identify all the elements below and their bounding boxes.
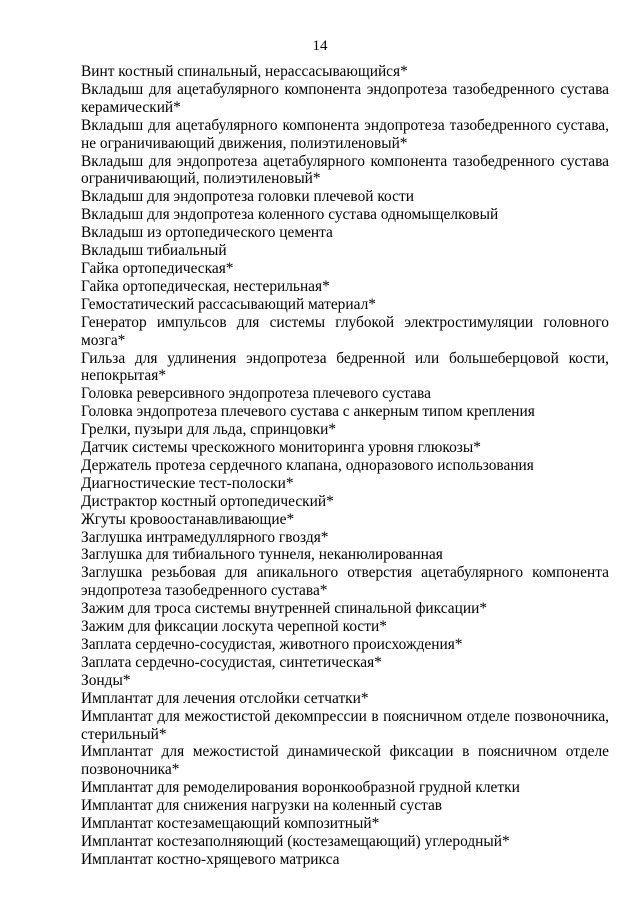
list-item: Зонды* (81, 671, 131, 689)
list-item: Диагностические тест-полоски* (81, 474, 294, 492)
list-item: Гемостатический рассасывающий материал* (81, 295, 376, 313)
list-item: Имплантат костно-хрящевого матрикса (81, 850, 340, 868)
list-item: Заглушка интрамедуллярного гвоздя* (81, 528, 329, 546)
list-item: Вкладыш для эндопротеза головки плечевой кости (81, 188, 414, 206)
list-item: Имплантат костезаполняющий (костезамещающий) углеродный* (81, 832, 510, 850)
list-item: Жгуты кровоостанавливающие* (81, 510, 295, 528)
list-item: Грелки, пузыри для льда, спринцовки* (81, 421, 337, 439)
list-item: Вкладыш для ацетабулярного компонента эндопротеза тазобедренного сустава керамический* (81, 80, 609, 116)
list-item: Вкладыш из ортопедического цемента (81, 224, 333, 242)
list-item: Вкладыш для эндопротеза ацетабулярного компонента тазобедренного сустава ограничивающий, полиэтиленовый* (81, 152, 609, 188)
list-item: Генератор импульсов для системы глубокой электростимуляции головного мозга* (81, 313, 609, 349)
list-item: Вкладыш для ацетабулярного компонента эндопротеза тазобедренного сустава, не ограничивающий движения, полиэтиленовый* (81, 116, 609, 152)
list-item: Головка эндопротеза плечевого сустава с анкерным типом крепления (81, 403, 535, 421)
page-number: 14 (312, 38, 328, 54)
list-item: Головка реверсивного эндопротеза плечевого сустава (81, 385, 431, 403)
list-item: Держатель протеза сердечного клапана, одноразового использования (81, 456, 534, 474)
list-item: Имплантат для снижения нагрузки на коленный сустав (81, 797, 443, 815)
list-item: Имплантат для лечения отслойки сетчатки* (81, 689, 369, 707)
list-item: Заглушка резьбовая для апикального отверстия ацетабулярного компонента эндопротеза тазобедренного сустава* (81, 564, 609, 600)
list-item: Имплантат для ремоделирования воронкообразной грудной клетки (81, 779, 520, 797)
list-item: Гильза для удлинения эндопротеза бедренной или большеберцовой кости, непокрытая* (81, 349, 609, 385)
list-item: Зажим для троса системы внутренней спинальной фиксации* (81, 600, 488, 618)
list-item: Датчик системы чрескожного мониторинга уровня глюкозы* (81, 439, 481, 457)
list-item: Заплата сердечно-сосудистая, синтетическая* (81, 653, 382, 671)
list-item: Гайка ортопедическая* (81, 259, 234, 277)
list-item: Имплантат для межостистой декомпрессии в поясничном отделе позвоночника, стерильный* (81, 707, 609, 743)
list-item: Зажим для фиксации лоскута черепной кости* (81, 618, 387, 636)
list-item: Гайка ортопедическая, нестерильная* (81, 277, 330, 295)
list-item: Вкладыш для эндопротеза коленного сустава одномыщелковый (81, 206, 499, 224)
list-item: Винт костный спинальный, нерассасывающийся* (81, 63, 408, 80)
list-item: Заплата сердечно-сосудистая, животного происхождения* (81, 636, 463, 653)
list-item: Заглушка для тибиального туннеля, неканюлированная (81, 546, 443, 564)
list-item: Дистрактор костный ортопедический* (81, 492, 334, 510)
list-item: Вкладыш тибиальный (81, 242, 227, 260)
list-item: Имплантат для межостистой динамической фиксации в поясничном отделе позвоночника* (81, 743, 609, 779)
list-item: Имплантат костезамещающий композитный* (81, 815, 380, 833)
document-entry-list (81, 63, 609, 869)
